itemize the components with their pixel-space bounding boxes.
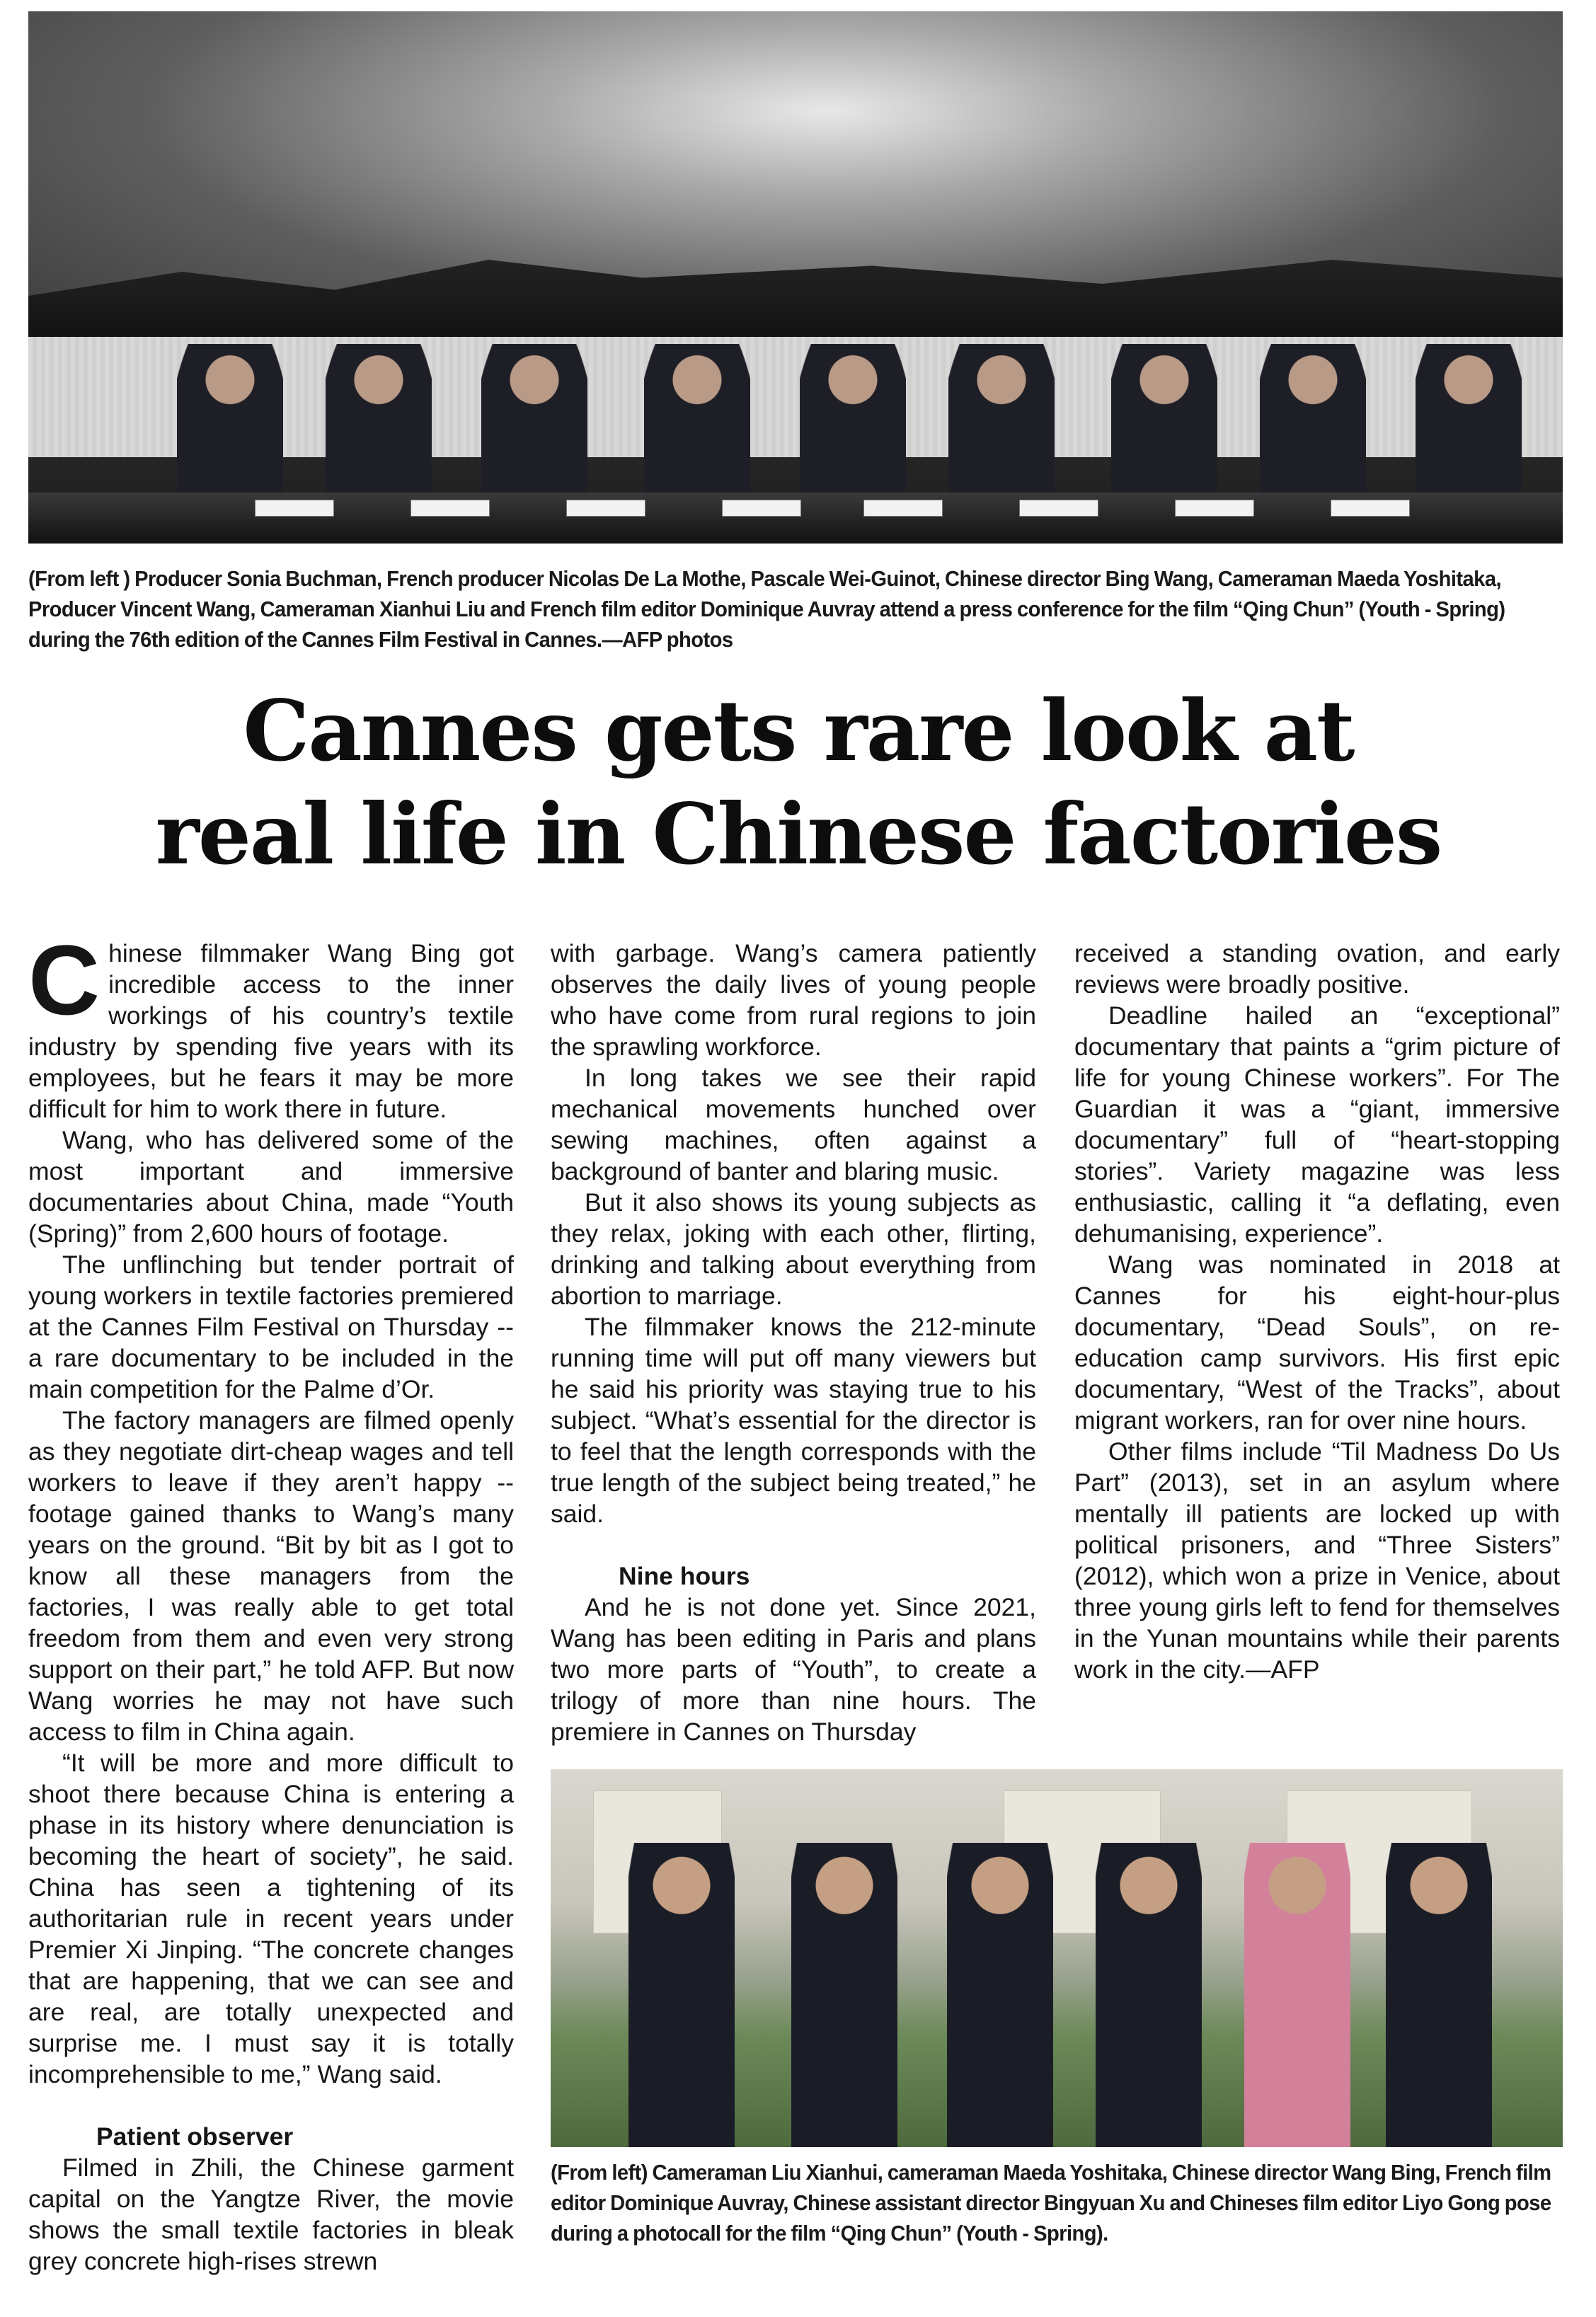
photo-nameplate <box>1331 500 1410 517</box>
photo-person <box>628 1843 735 2147</box>
subheading: Nine hours <box>619 1562 750 1590</box>
photo-panelist <box>1416 344 1522 507</box>
top-photo-caption: (From left ) Producer Sonia Buchman, French producer Nicolas De La Mothe, Pascale Wei-Guinot, Chinese director Bing Wang, Cameraman Maeda Yoshitaka, Producer Vincent Wang, Cameraman Xianhui Liu and French film editor Dominique Auvray attend a press conference for the film “Qing Chun” (Youth - Spring) during the 76th edition of the Cannes Film Festival in Cannes.—AFP photos <box>28 566 1505 652</box>
photo-person <box>947 1843 1053 2147</box>
photo-nameplate <box>1175 500 1254 517</box>
article-paragraph <box>28 924 514 1125</box>
article-paragraph: Wang was nominated in 2018 at Cannes for his eight-hour-plus documentary, “Dead Souls”, on re-education camp survivors. His first epic documentary, “West of the Tracks”, about migrant workers, ran for over nine hours. <box>1074 1251 1560 1435</box>
headline-line-1: Cannes gets rare look at <box>243 682 1354 780</box>
photo-panelist <box>800 344 906 507</box>
article-paragraph: And he is not done yet. Since 2021, Wang has been editing in Paris and plans two more parts of “Youth”, to create a trilogy of more than nine hours. The premiere in Cannes on Thursday <box>551 1593 1036 1746</box>
photo-nameplate <box>255 500 334 517</box>
bottom-photo-caption: (From left) Cameraman Liu Xianhui, cameraman Maeda Yoshitaka, Chinese director Wang Bing, French film editor Dominique Auvray, Chinese assistant director Bingyuan Xu and Chineses film editor Liyo Gong pose during a photocall for the film “Qing Chun” (Youth - Spring). <box>551 2160 1551 2246</box>
photo-person <box>1244 1843 1350 2147</box>
article-paragraph: Filmed in Zhili, the Chinese garment capital on the Yangtze River, the movie shows the small textile factories in bleak grey concrete high-rises strewn <box>28 2154 514 2275</box>
headline-line-2: real life in Chinese factories <box>155 785 1442 883</box>
photo-panelist <box>948 344 1055 507</box>
photo-panelist <box>1260 344 1366 507</box>
article-paragraph: Other films include “Til Madness Do Us Part” (2013), set in an asylum where mentally ill patients are locked up with political prisoners, and “Three Sisters” (2012), which won a prize in Venice, about three young girls left to fend for themselves in the Yunan mountains while their parents work in the city.—AFP <box>1074 1437 1560 1684</box>
drop-cap: C <box>28 924 101 1035</box>
photo-nameplate <box>411 500 490 517</box>
photo-person <box>1096 1843 1202 2147</box>
photocall-photo <box>551 1769 1563 2147</box>
article-column-1 <box>28 924 514 2277</box>
photo-panelist <box>177 344 283 507</box>
photo-nameplate <box>566 500 645 517</box>
subheading: Patient observer <box>96 2122 294 2151</box>
article-paragraph-text: hinese filmmaker Wang Bing got incredible access to the inner workings of his country’s textile industry by spending five years with its employees, but he fears it may be more difficult for him to work there in future. <box>28 939 514 1123</box>
article-paragraph: received a standing ovation, and early reviews were broadly positive. <box>1074 939 1560 999</box>
article-paragraph: In long takes we see their rapid mechanical movements hunched over sewing machines, often against a background of banter and blaring music. <box>551 1064 1036 1185</box>
photo-panelist <box>1111 344 1217 507</box>
article-paragraph: The filmmaker knows the 212-minute running time will put off many viewers but he said his priority was staying true to his subject. “What’s essential for the director is to feel that the length corresponds with the true length of the subject being treated,” he said. <box>551 1313 1036 1528</box>
article-paragraph: Wang, who has delivered some of the most important and immersive documentaries about China, made “Youth (Spring)” from 2,600 hours of footage. <box>28 1126 514 1248</box>
article-column-3 <box>1074 938 1560 1685</box>
article-paragraph: Deadline hailed an “exceptional” documentary that paints a “grim picture of life for young Chinese workers”. For The Guardian it was a “giant, immersive documentary” full of “heart-stopping stories”. Variety magazine was less enthusiastic, calling it “a deflating, even dehumanising, experience”. <box>1074 1001 1560 1248</box>
photo-nameplate <box>722 500 801 517</box>
photo-person <box>1386 1843 1492 2147</box>
article-paragraph: The unflinching but tender portrait of young workers in textile factories premiered at the Cannes Film Festival on Thursday -- a rare documentary to be included in the main competition for the Palme d’Or. <box>28 1251 514 1403</box>
photo-panelist <box>326 344 432 507</box>
photo-panelist <box>644 344 750 507</box>
article-paragraph: with garbage. Wang’s camera patiently observes the daily lives of young people who have come from rural regions to join the sprawling workforce. <box>551 939 1036 1061</box>
article-paragraph: The factory managers are filmed openly as they negotiate dirt-cheap wages and tell workers to leave if they aren’t happy -- footage gained thanks to Wang’s many years on the ground. “Bit by bit as I got to know all these managers from the factories, I was really able to get total freedom from them and even very strong support on their part,” he told AFP. But now Wang worries he may not have such access to film in China again. <box>28 1406 514 1746</box>
photo-panelist <box>481 344 587 507</box>
article-paragraph: But it also shows its young subjects as they relax, joking with each other, flirting, drinking and talking about everything from abortion to marriage. <box>551 1188 1036 1310</box>
photo-person <box>791 1843 897 2147</box>
photo-nameplate <box>863 500 943 517</box>
press-conference-photo <box>28 11 1563 544</box>
article-column-2 <box>551 938 1036 1747</box>
headline <box>28 679 1568 886</box>
article-paragraph: “It will be more and more difficult to shoot there because China is entering a phase in its history where denunciation is becoming the heart of society”, he said. China has seen a tightening of its authoritarian rule in recent years under Premier Xi Jinping. “The concrete changes that are happening, that we can see and are real, are totally unexpected and surprise me. I must say it is totally incomprehensible to me,” Wang said. <box>28 1749 514 2088</box>
photo-nameplate <box>1019 500 1098 517</box>
